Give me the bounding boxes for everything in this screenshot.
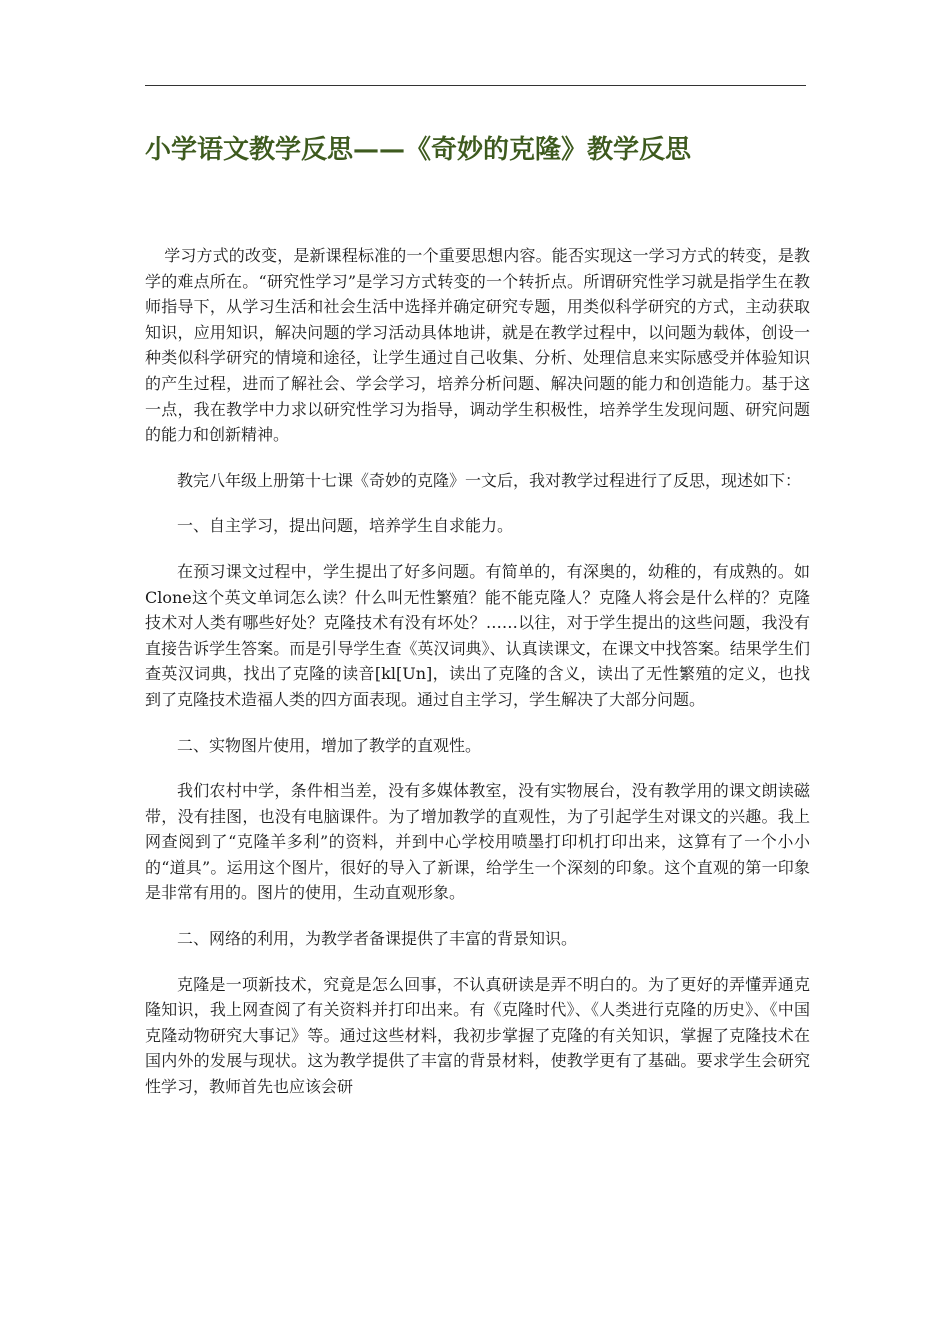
header-rule: [145, 85, 806, 86]
document-title: 小学语文教学反思——《奇妙的克隆》教学反思: [145, 135, 692, 165]
section-heading-3: 二、网络的利用，为教学者备课提供了丰富的背景知识。: [177, 929, 578, 949]
paragraph-section-2: 我们农村中学，条件相当差，没有多媒体教室，没有实物展台，没有教学用的课文朗读磁带，没有挂图，也没有电脑课件。为了增加教学的直观性，为了引起学生对课文的兴趣。我上网查阅到了“克隆羊多利”的资料，并到中心学校用喷墨打印机打印出来，这算有了一个小小的“道具”。运用这个图片，很好的导入了新课，给学生一个深刻的印象。这个直观的第一印象是非常有用的。图片的使用，生动直观形象。: [145, 781, 810, 903]
section-heading-1: 一、自主学习，提出问题，培养学生自求能力。: [177, 516, 514, 536]
paragraph-overview: 教完八年级上册第十七课《奇妙的克隆》一文后，我对教学过程进行了反思，现述如下：: [177, 470, 802, 490]
paragraph-section-3: 克隆是一项新技术，究竟是怎么回事，不认真研读是弄不明白的。为了更好的弄懂弄通克隆知识，我上网查阅了有关资料并打印出来。有《克隆时代》、《人类进行克隆的历史》、《中国克隆动物研究大事记》等。通过这些材料，我初步掌握了克隆的有关知识，掌握了克隆技术在国内外的发展与现状。这为教学提供了丰富的背景材料，使教学更有了基础。要求学生会研究性学习，教师首先也应该会研: [145, 974, 810, 1097]
paragraph-section-1: 在预习课文过程中，学生提出了好多问题。有简单的，有深奥的，幼稚的，有成熟的。如Clone这个英文单词怎么读？什么叫无性繁殖？能不能克隆人？克隆人将会是什么样的？克隆技术对人类有哪些好处？克隆技术有没有坏处？……以往，对于学生提出的这些问题，我没有直接告诉学生答案。而是引导学生查《英汉词典》、认真读课文，在课文中找答案。结果学生们查英汉词典，找出了克隆的读音[kl[Un]，读出了克隆的含义，读出了无性繁殖的定义，也找到了克隆技术造福人类的四方面表现。通过自主学习，学生解决了大部分问题。: [145, 561, 810, 709]
paragraph-intro: 学习方式的改变，是新课程标准的一个重要思想内容。能否实现这一学习方式的转变，是教学的难点所在。“研究性学习”是学习方式转变的一个转折点。所谓研究性学习就是指学生在教师指导下，从学习生活和社会生活中选择并确定研究专题，用类似科学研究的方式，主动获取知识，应用知识，解决问题的学习活动具体地讲，就是在教学过程中，以问题为载体，创设一种类似科学研究的情境和途径，让学生通过自己收集、分析、处理信息来实际感受并体验知识的产生过程，进而了解社会、学会学习，培养分析问题、解决问题的能力和创造能力。基于这一点，我在教学中力求以研究性学习为指导，调动学生积极性，培养学生发现问题、研究问题的能力和创新精神。: [145, 246, 810, 445]
section-heading-2: 二、实物图片使用，增加了教学的直观性。: [177, 735, 482, 755]
document-body: [145, 243, 810, 1120]
